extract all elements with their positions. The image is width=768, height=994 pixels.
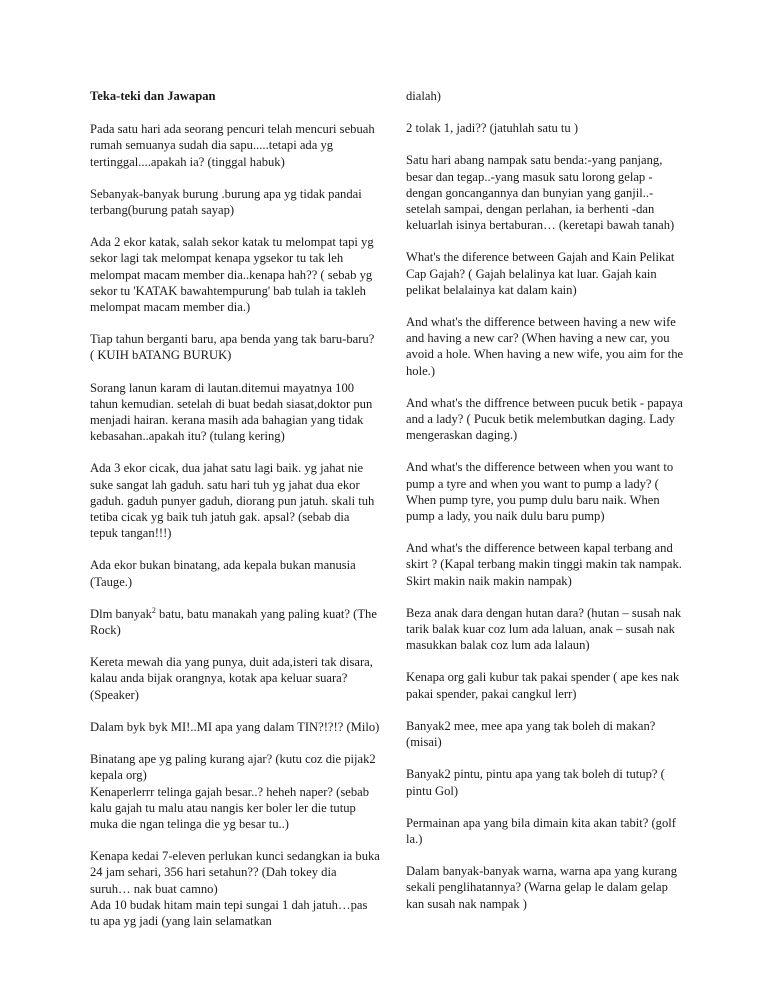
riddle-text: Dlm banyak: [90, 606, 152, 621]
right-column: [406, 88, 686, 928]
riddle-paragraph: Pada satu hari ada seorang pencuri telah mencuri sebuah rumah semuanya sudah dia sapu.....tetapi ada yg tertinggal....apakah ia? (tinggal habuk): [90, 122, 375, 169]
riddle-paragraph: Kereta mewah dia yang punya, duit ada,isteri tak disara, kalau anda bijak orangnya, kotak apa keluar suara? (Speaker): [90, 655, 373, 702]
left-column: [90, 88, 380, 929]
riddle-paragraph: What's the diference between Gajah and Kain Pelikat Cap Gajah? ( Gajah belalinya kat luar. Gajah kain pelikat belalainya kat dalam kain): [406, 250, 675, 297]
riddle-paragraph: And what's the difference between when you want to pump a tyre and when you want to pump a lady? ( When pump tyre, you pump dulu baru naik. When pump a lady, you naik dulu baru pump): [406, 460, 674, 524]
riddle-paragraph: And what's the difference between having a new wife and having a new car? (When having a new car, you avoid a hole. When having a new wife, you aim for the hole.): [406, 315, 684, 378]
riddle-paragraph: Satu hari abang nampak satu benda:-yang panjang, besar dan tegap..-yang masuk satu lorong gelap -dengan goncangannya dan bunyian yang ganjil..-setelah sampai, dengan perlahan, ia berhenti -dan keluarlah isinya bertaburan… (keretapi bawah tanah): [406, 153, 675, 233]
riddle-paragraph: dialah): [406, 89, 441, 103]
riddle-paragraph: Ada ekor bukan binatang, ada kepala bukan manusia (Tauge.): [90, 558, 356, 589]
riddle-paragraph: And what's the diffrence between pucuk betik - papaya and a lady? ( Pucuk betik melembutkan daging. Lady mengeraskan daging.): [406, 395, 683, 443]
riddle-paragraph: Binatang ape yg paling kurang ajar? (kutu coz die pijak2 kepala org): [90, 752, 376, 783]
riddle-paragraph: Ada 10 budak hitam main tepi sungai 1 dah jatuh…pas tu apa yg jadi (yang lain selamatkan: [90, 897, 368, 928]
riddle-paragraph: Kenaperlerrr telinga gajah besar..? heheh naper? (sebab kalu gajah tu malu atau nangis ker boler ler die tutup muka die ngan telinga die yg besar tu..): [90, 784, 370, 831]
riddle-paragraph: Sebanyak-banyak burung .burung apa yg tidak pandai terbang(burung patah sayap): [90, 186, 362, 218]
riddle-paragraph: 2 tolak 1, jadi?? (jatuhlah satu tu ): [406, 121, 579, 136]
riddle-paragraph: Kenapa kedai 7-eleven perlukan kunci sedangkan ia buka 24 jam sehari, 356 hari setahun?? (Dah tokey dia suruh… nak buat camno): [90, 849, 380, 896]
riddle-paragraph: And what's the difference between kapal terbang and skirt ? (Kapal terbang makin tinggi makin tak nampak. Skirt makin naik makin nampak): [406, 541, 682, 588]
riddle-paragraph: Permainan apa yang bila dimain kita akan tabit? (golf la.): [406, 815, 676, 846]
riddle-paragraph: Banyak2 pintu, pintu apa yang tak boleh di tutup? ( pintu Gol): [406, 767, 665, 798]
riddle-paragraph: Ada 2 ekor katak, salah sekor katak tu melompat tapi yg sekor lagi tak melompat kenapa ygsekor tu tak leh melompat macam member dia..kenapa hah?? ( sebab yg sekor tu 'KATAK bawahtempurung' bab tulah ia takleh melompat macam member dia.): [90, 235, 374, 315]
riddle-paragraph: Dalam banyak-banyak warna, warna apa yang kurang sekali penglihatannya? (Warna gelap le dalam gelap kan susah nak nampak ): [406, 864, 677, 911]
riddle-paragraph: Kenapa org gali kubur tak pakai spender ( ape kes nak pakai spender, pakai cangkul lerr): [406, 670, 680, 701]
riddle-paragraph: Ada 3 ekor cicak, dua jahat satu lagi baik. yg jahat nie suke sangat lah gaduh. satu hari tuh yg jahat dua ekor gaduh. gaduh punyer gaduh, diorang pun jatuh. skali tuh tetiba cicak yg baik tuh jatuh gak. apsal? (sebab dia tepuk tangan!!!): [90, 461, 375, 541]
riddle-paragraph: Sorang lanun karam di lautan.ditemui mayatnya 100 tahun kemudian. setelah di buat bedah siasat,doktor pun menjadi hairan. kerana masih ada bahagian yang tidak kebasahan..apakah itu? (tulang kering): [90, 380, 373, 444]
document-title: Teka-teki dan Jawapan: [90, 89, 216, 103]
riddle-paragraph: [90, 606, 380, 638]
riddle-paragraph: Banyak2 mee, mee apa yang tak boleh di makan? (misai): [406, 718, 656, 750]
riddle-paragraph: Tiap tahun berganti baru, apa benda yang tak baru-baru? ( KUIH bATANG BURUK): [90, 332, 375, 363]
superscript: 2: [151, 605, 156, 615]
riddle-paragraph: Beza anak dara dengan hutan dara? (hutan – susah nak tarik balak kuar coz lum ada laluan, anak – susah nak masukkan balak coz lum ada lalaun): [406, 605, 682, 653]
riddle-text: batu, batu manakah yang paling kuat? (The Rock): [90, 606, 377, 638]
riddle-paragraph: Dalam byk byk MI!..MI apa yang dalam TIN?!?!? (Milo): [90, 719, 380, 734]
